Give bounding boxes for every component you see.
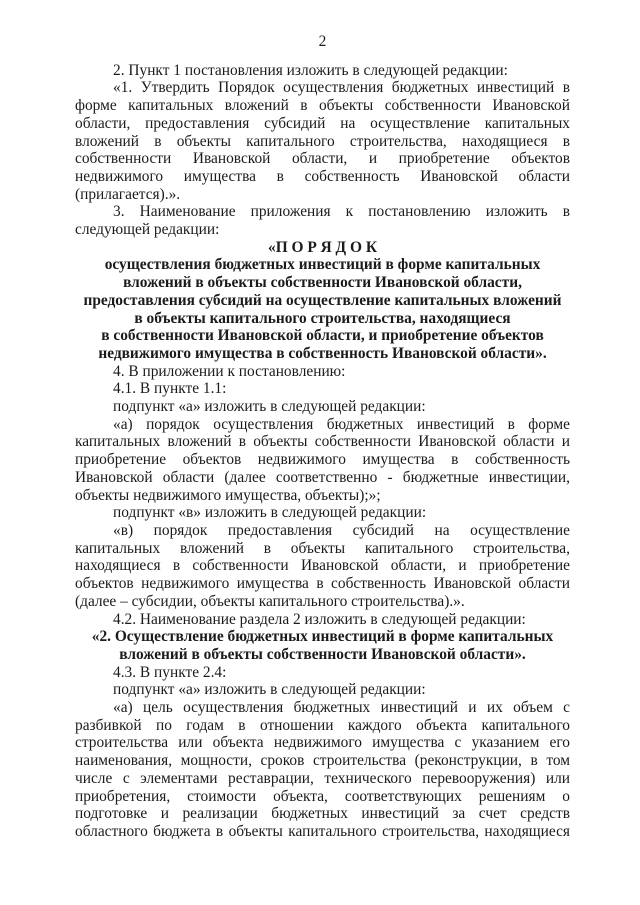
text-line: капитальных вложений в объекты капитального строительства, <box>75 539 570 557</box>
text-line: следующей редакции: <box>75 221 220 239</box>
text-line: объекты недвижимого имущества, объекты);»; <box>75 486 381 504</box>
text-line: форме капитальных вложений в объекты собственности Ивановской <box>75 97 570 115</box>
text-line: (прилагается).». <box>75 185 181 203</box>
text-line: объектов недвижимого имущества в собственность Ивановской области <box>75 575 570 593</box>
text-line: 4. В приложении к постановлению: <box>113 362 346 380</box>
text-line: 2. Пункт 1 постановления изложить в следующей редакции: <box>113 61 508 79</box>
text-line: капитальных вложений в объекты собственности Ивановской области и <box>75 433 570 451</box>
text-line: собственности Ивановской области, и приобретение объектов <box>75 150 570 168</box>
heading-line: недвижимого имущества в собственность Ивановской области». <box>98 344 547 362</box>
text-line: приобретение объектов недвижимого имущества в собственность <box>75 451 570 469</box>
heading-line: «П О Р Я Д О К <box>268 238 377 256</box>
text-line: областного бюджета в объекты капитального строительства, находящиеся <box>75 822 570 840</box>
document-body <box>75 62 570 841</box>
heading-line: вложений в объекты собственности Ивановской области, <box>123 274 522 292</box>
text-line: «в) порядок предоставления субсидий на осуществление <box>113 521 570 539</box>
heading-line: вложений в объекты собственности Ивановской области». <box>119 645 526 663</box>
heading-line: предоставления субсидий на осуществление капитальных вложений <box>83 291 562 309</box>
text-line: разбивкой по годам в отношении каждого объекта капитального <box>75 716 570 734</box>
text-line: недвижимого имущества в собственность Ивановской области <box>75 167 570 185</box>
text-line: 4.1. В пункте 1.1: <box>113 380 227 398</box>
text-line: 3. Наименование приложения к постановлению изложить в <box>113 203 570 221</box>
text-line: наименования, мощности, сроков строительства (реконструкции, в том <box>75 752 570 770</box>
text-line: (далее – субсидии, объекты капитального строительства).». <box>75 592 465 610</box>
page-number: 2 <box>318 33 327 50</box>
text-line: «а) цель осуществления бюджетных инвестиций и их объем с <box>113 699 570 717</box>
text-line: Ивановской области (далее соответственно - бюджетные инвестиции, <box>75 468 570 486</box>
heading-line: в объекты капитального строительства, находящиеся <box>134 309 511 327</box>
heading-line: «2. Осуществление бюджетных инвестиций в форме капитальных <box>91 628 554 646</box>
heading-line: в собственности Ивановской области, и приобретение объектов <box>101 327 544 345</box>
text-line: числе с элементами реставрации, технического перевооружения) или <box>75 769 570 787</box>
text-line: строительства или объекта недвижимого имущества с указанием его <box>75 734 570 752</box>
text-line: 4.2. Наименование раздела 2 изложить в следующей редакции: <box>113 610 526 628</box>
text-line: 4.3. В пункте 2.4: <box>113 663 227 681</box>
text-line: области, предоставления субсидий на осуществление капитальных <box>75 114 570 132</box>
text-line: подпункт «а» изложить в следующей редакции: <box>113 398 426 416</box>
text-line: находящиеся в собственности Ивановской области, и приобретение <box>75 557 570 575</box>
text-line: подпункт «в» изложить в следующей редакции: <box>113 504 427 522</box>
text-line: подготовке и реализации бюджетных инвестиций за счет средств <box>75 805 570 823</box>
text-line: вложений в объекты капитального строительства, находящиеся в <box>75 132 570 150</box>
text-line: подпункт «а» изложить в следующей редакции: <box>113 681 426 699</box>
text-line: «а) порядок осуществления бюджетных инвестиций в форме <box>113 415 570 433</box>
text-line: «1. Утвердить Порядок осуществления бюджетных инвестиций в <box>113 79 570 97</box>
heading-line: осуществления бюджетных инвестиций в форме капитальных <box>104 256 541 274</box>
text-line: приобретения, стоимости объекта, соответствующих решениям о <box>75 787 570 805</box>
